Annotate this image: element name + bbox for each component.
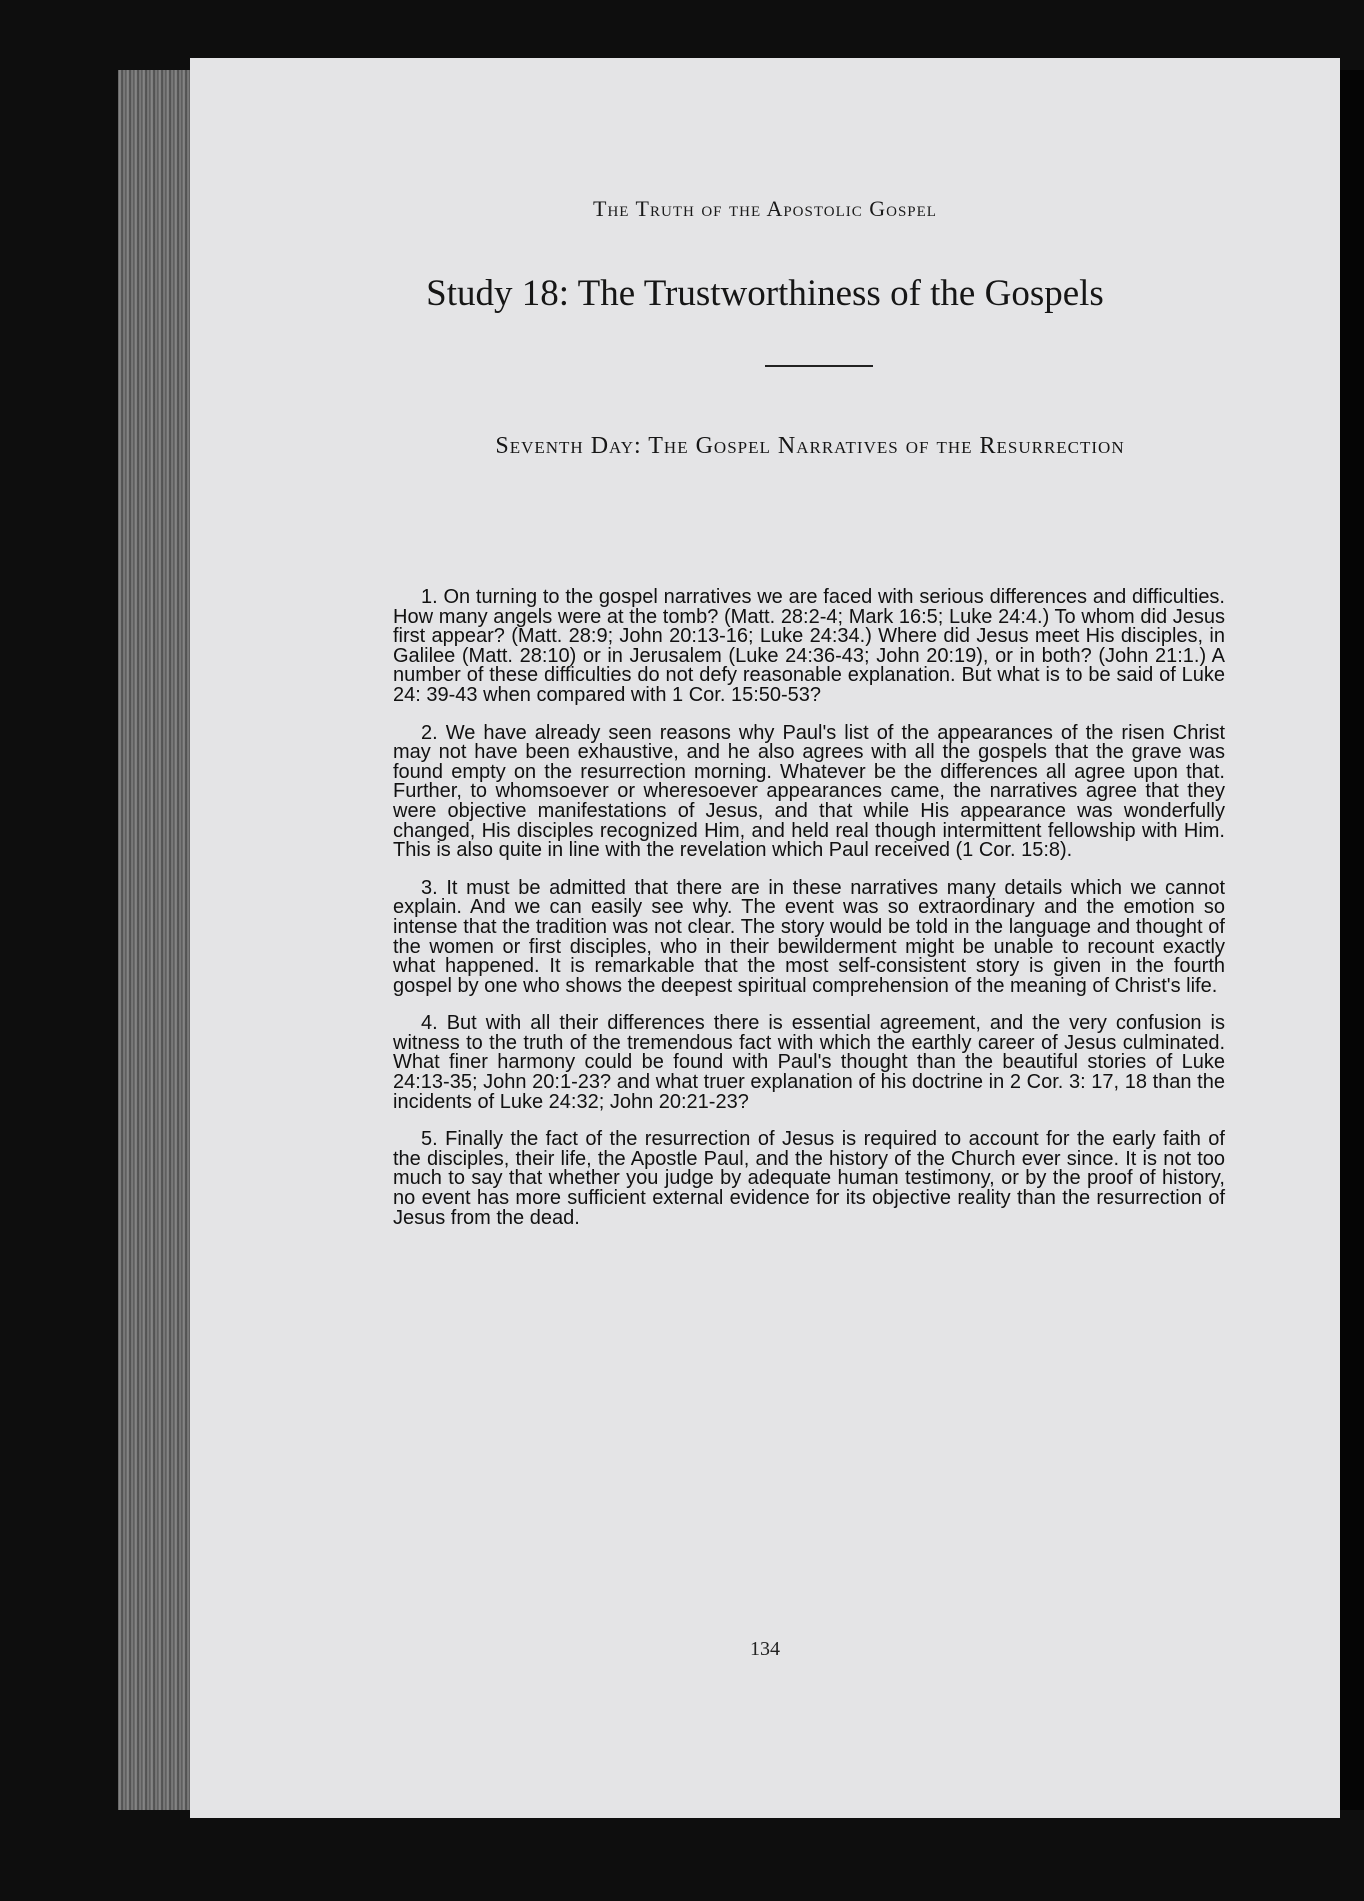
study-title: Study 18: The Trustworthiness of the Gospels bbox=[426, 273, 1104, 314]
paragraph-5: 5. Finally the fact of the resurrection of Jesus is required to account for the early faith of the disciples, their life, the Apostle Paul, and the history of the Church ever since. It is not too much to say that whether you judge by adequate human testimony, or by the proof of history, no event has more sufficient external evidence for its objective reality than the resurrection of Jesus from the dead. bbox=[393, 1128, 1225, 1229]
book-page-edges bbox=[118, 70, 198, 1810]
book-page bbox=[190, 58, 1340, 1818]
body-text bbox=[393, 588, 1225, 1246]
right-margin-shadow bbox=[1340, 70, 1364, 1810]
paragraph-3: 3. It must be admitted that there are in these narratives many details which we cannot explain. And we can easily see why. The event was so extraordinary and the emotion so intense that the tradition was not clear. The story would be told in the language and thought of the women or first disciples, who in their bewilderment might be unable to recount exactly what happened. It is remarkable that the most self-consistent story is given in the fourth gospel by one who shows the deepest spiritual comprehension of the meaning of Christ's life. bbox=[393, 876, 1225, 997]
running-head: The Truth of the Apostolic Gospel bbox=[593, 196, 937, 221]
paragraph-4: 4. But with all their differences there is essential agreement, and the very confusion is witness to the truth of the tremendous fact with which the earthly career of Jesus culminated. What finer harmony could be found with Paul's thought than the beautiful stories of Luke 24:13-35; John 20:1-23? and what truer explanation of his doctrine in 2 Cor. 3: 17, 18 than the incidents of Luke 24:32; John 20:21-23? bbox=[393, 1012, 1225, 1113]
paragraph-1: 1. On turning to the gospel narratives we are faced with serious differences and difficulties. How many angels were at the tomb? (Matt. 28:2-4; Mark 16:5; Luke 24:4.) To whom did Jesus first appear? (Matt. 28:9; John 20:13-16; Luke 24:34.) Where did Jesus meet His disciples, in Galilee (Matt. 28:10) or in Jerusalem (Luke 24:36-43; John 20:19), or in both? (John 21:1.) A number of these difficulties do not defy reasonable explanation. But what is to be said of Luke 24: 39-43 when compared with 1 Cor. 15:50-53? bbox=[393, 586, 1225, 706]
day-heading: Seventh Day: The Gospel Narratives of the Resurrection bbox=[495, 433, 1125, 459]
page-number: 134 bbox=[750, 1638, 780, 1660]
title-divider bbox=[765, 365, 873, 367]
paragraph-2: 2. We have already seen reasons why Paul's list of the appearances of the risen Christ may not have been exhaustive, and he also agrees with all the gospels that the grave was found empty on the resurrection morning. Whatever be the differences all agree upon that. Further, to whomsoever or wheresoever appearances came, the narratives agree that they were objective manifestations of Jesus, and that while His appearance was wonderfully changed, His disciples recognized Him, and held real though intermittent fellowship with Him. This is also quite in line with the revelation which Paul received (1 Cor. 15:8). bbox=[393, 721, 1225, 862]
